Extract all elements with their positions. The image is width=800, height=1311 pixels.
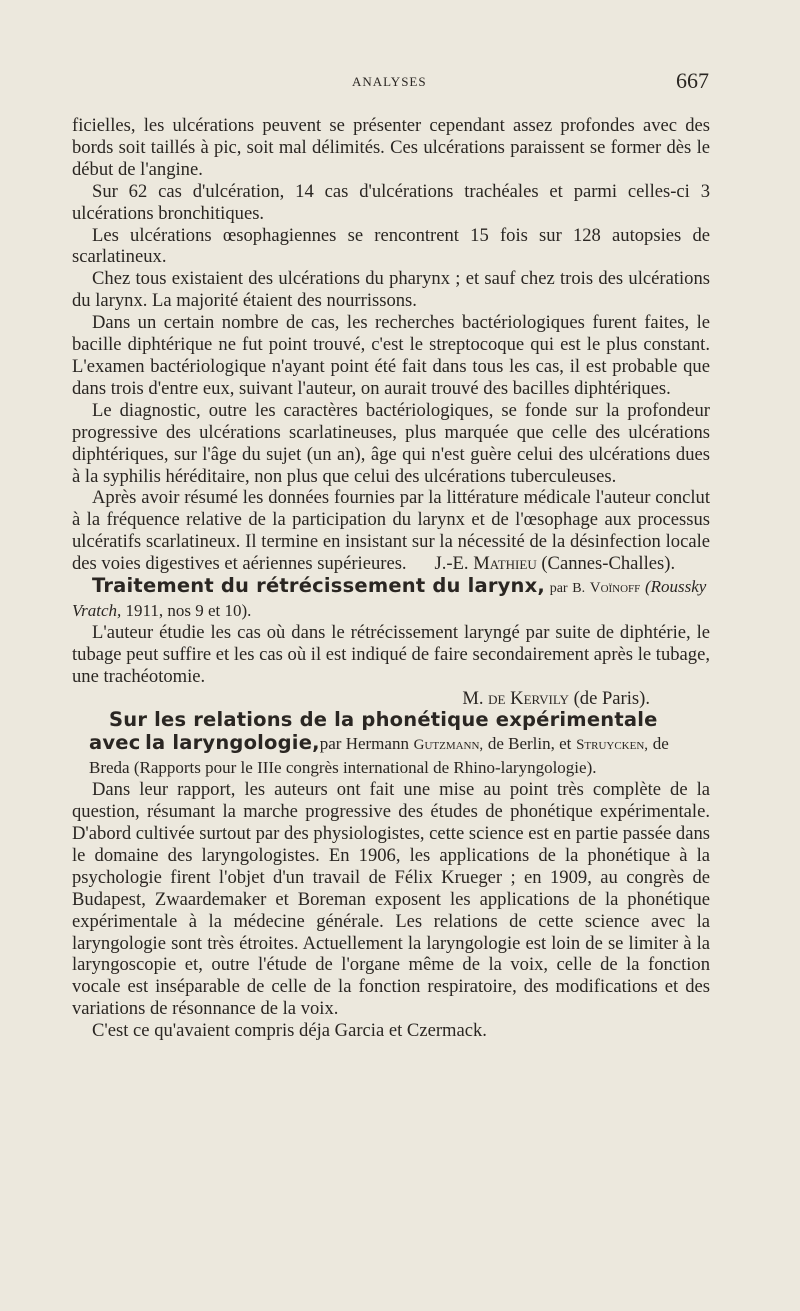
signature-place: (de Paris). bbox=[573, 687, 650, 709]
signature-particle: de bbox=[488, 687, 506, 709]
paragraph: Dans un certain nombre de cas, les recherches bactériologiques furent faites, le bacille diphtérique ne fut point trouvé, c'est le streptocoque qui est le plus constant. L'examen bactériologique n'ayant point été fait dans tous les cas, il est probable que dans trois d'entre eux, suivant l'auteur, on aurait trouvé des bacilles diphtériques. bbox=[72, 312, 710, 399]
article-heading bbox=[72, 575, 710, 622]
page-header bbox=[0, 66, 800, 96]
paragraph: Sur 62 cas d'ulcération, 14 cas d'ulcérations trachéales et parmi celles-ci 3 ulcérations bronchitiques. bbox=[72, 180, 710, 224]
article-heading bbox=[72, 709, 710, 779]
page-body bbox=[72, 115, 710, 1042]
signature-name: Kervily bbox=[510, 687, 569, 709]
article-by: par bbox=[549, 581, 568, 597]
article-title-line2: la laryngologie, bbox=[145, 731, 320, 755]
source-journal: (Roussky Vratch, bbox=[72, 577, 707, 620]
signature-name: Mathieu bbox=[473, 553, 537, 575]
author-city-source: de Breda (Rapports pour le IIIe congrès international de Rhino-laryngologie). bbox=[89, 734, 669, 778]
signature-place: (Cannes-Challes). bbox=[541, 553, 676, 575]
paragraph-continued: ficielles, les ulcérations peuvent se présenter cependant assez profondes avec des bords soit taillés à pic, soit mal délimités. Ces ulcérations paraissent se former dès le début de l'angine. bbox=[72, 115, 710, 180]
signature-initial: M. bbox=[462, 687, 484, 709]
signature bbox=[72, 688, 710, 710]
author-name: Struycken, bbox=[576, 737, 649, 754]
paragraph: L'auteur étudie les cas où dans le rétrécissement laryngé par suite de diphtérie, le tubage peut suffire et les cas où il est indiqué de faire secondairement après le tubage, une trachéotomie. bbox=[72, 621, 710, 687]
paragraph: Dans leur rapport, les auteurs ont fait une mise au point très complète de la question, résumant la marche progressive des études de phonétique expérimentale. D'abord cultivée surtout par des physiologistes, cette science est en partie passée dans le domaine des laryngologistes. En 1906, les applications de la phonétique à la psychologie firent l'objet d'un travail de Félix Krueger ; en 1909, au congrès de Budapest, Zwaardemaker et Boreman exposent les applications de la phonétique expérimentale à la médecine générale. Les relations de cette science avec la laryngologie sont très étroites. Actuellement la laryngologie est loin de se limiter à la laryngoscopie et, outre l'étude de l'organe même de la voix, celle de la fonction vocale est inséparable de celle de la fonction respiratoire, des modifications et des variations de résonnance de la voix. bbox=[72, 779, 710, 1020]
author-name: Gutzmann, bbox=[413, 737, 484, 754]
author-name: Voïnoff bbox=[589, 580, 641, 597]
paragraph: Le diagnostic, outre les caractères bactériologiques, se fonde sur la profondeur progressive des ulcérations scarlatineuses, plus marquée que celle des ulcérations diphtériques, sur l'âge du sujet (un an), âge qui n'est guère celui des ulcérations dues à la syphilis héréditaire, non plus que celui des ulcérations tuberculeuses. bbox=[72, 399, 710, 487]
paragraph: Les ulcérations œsophagiennes se rencontrent 15 fois sur 128 autopsies de scarlatineux. bbox=[72, 224, 710, 268]
paragraph: Chez tous existaient des ulcérations du pharynx ; et sauf chez trois des ulcérations du larynx. La majorité étaient des nourrissons. bbox=[72, 268, 710, 312]
article-by: par Hermann bbox=[319, 734, 409, 754]
article-title-line1: Sur les relations de la phonétique expérimentale avec bbox=[89, 708, 658, 755]
paragraph-text: Après avoir résumé les données fournies par la littérature médicale l'auteur conclut à la fréquence relative de la participation du larynx et de l'œsophage aux processus ulcératifs scarlatineux. Il termine en insistant sur la nécessité de la désinfection locale des voies digestives et aériennes supérieures. bbox=[72, 487, 710, 575]
running-head: ANALYSES bbox=[352, 74, 427, 89]
page-number: 667 bbox=[676, 68, 709, 93]
author-city: de Berlin, et bbox=[487, 734, 572, 754]
author-initial: B. bbox=[572, 581, 586, 597]
paragraph-with-signature bbox=[72, 487, 710, 575]
paragraph: C'est ce qu'avaient compris déja Garcia et Czermack. bbox=[92, 1020, 487, 1042]
source-details: 1911, nos 9 et 10). bbox=[125, 600, 252, 620]
signature-initials: J.-E. bbox=[434, 553, 469, 575]
article-title: Traitement du rétrécissement du larynx, bbox=[92, 574, 546, 598]
